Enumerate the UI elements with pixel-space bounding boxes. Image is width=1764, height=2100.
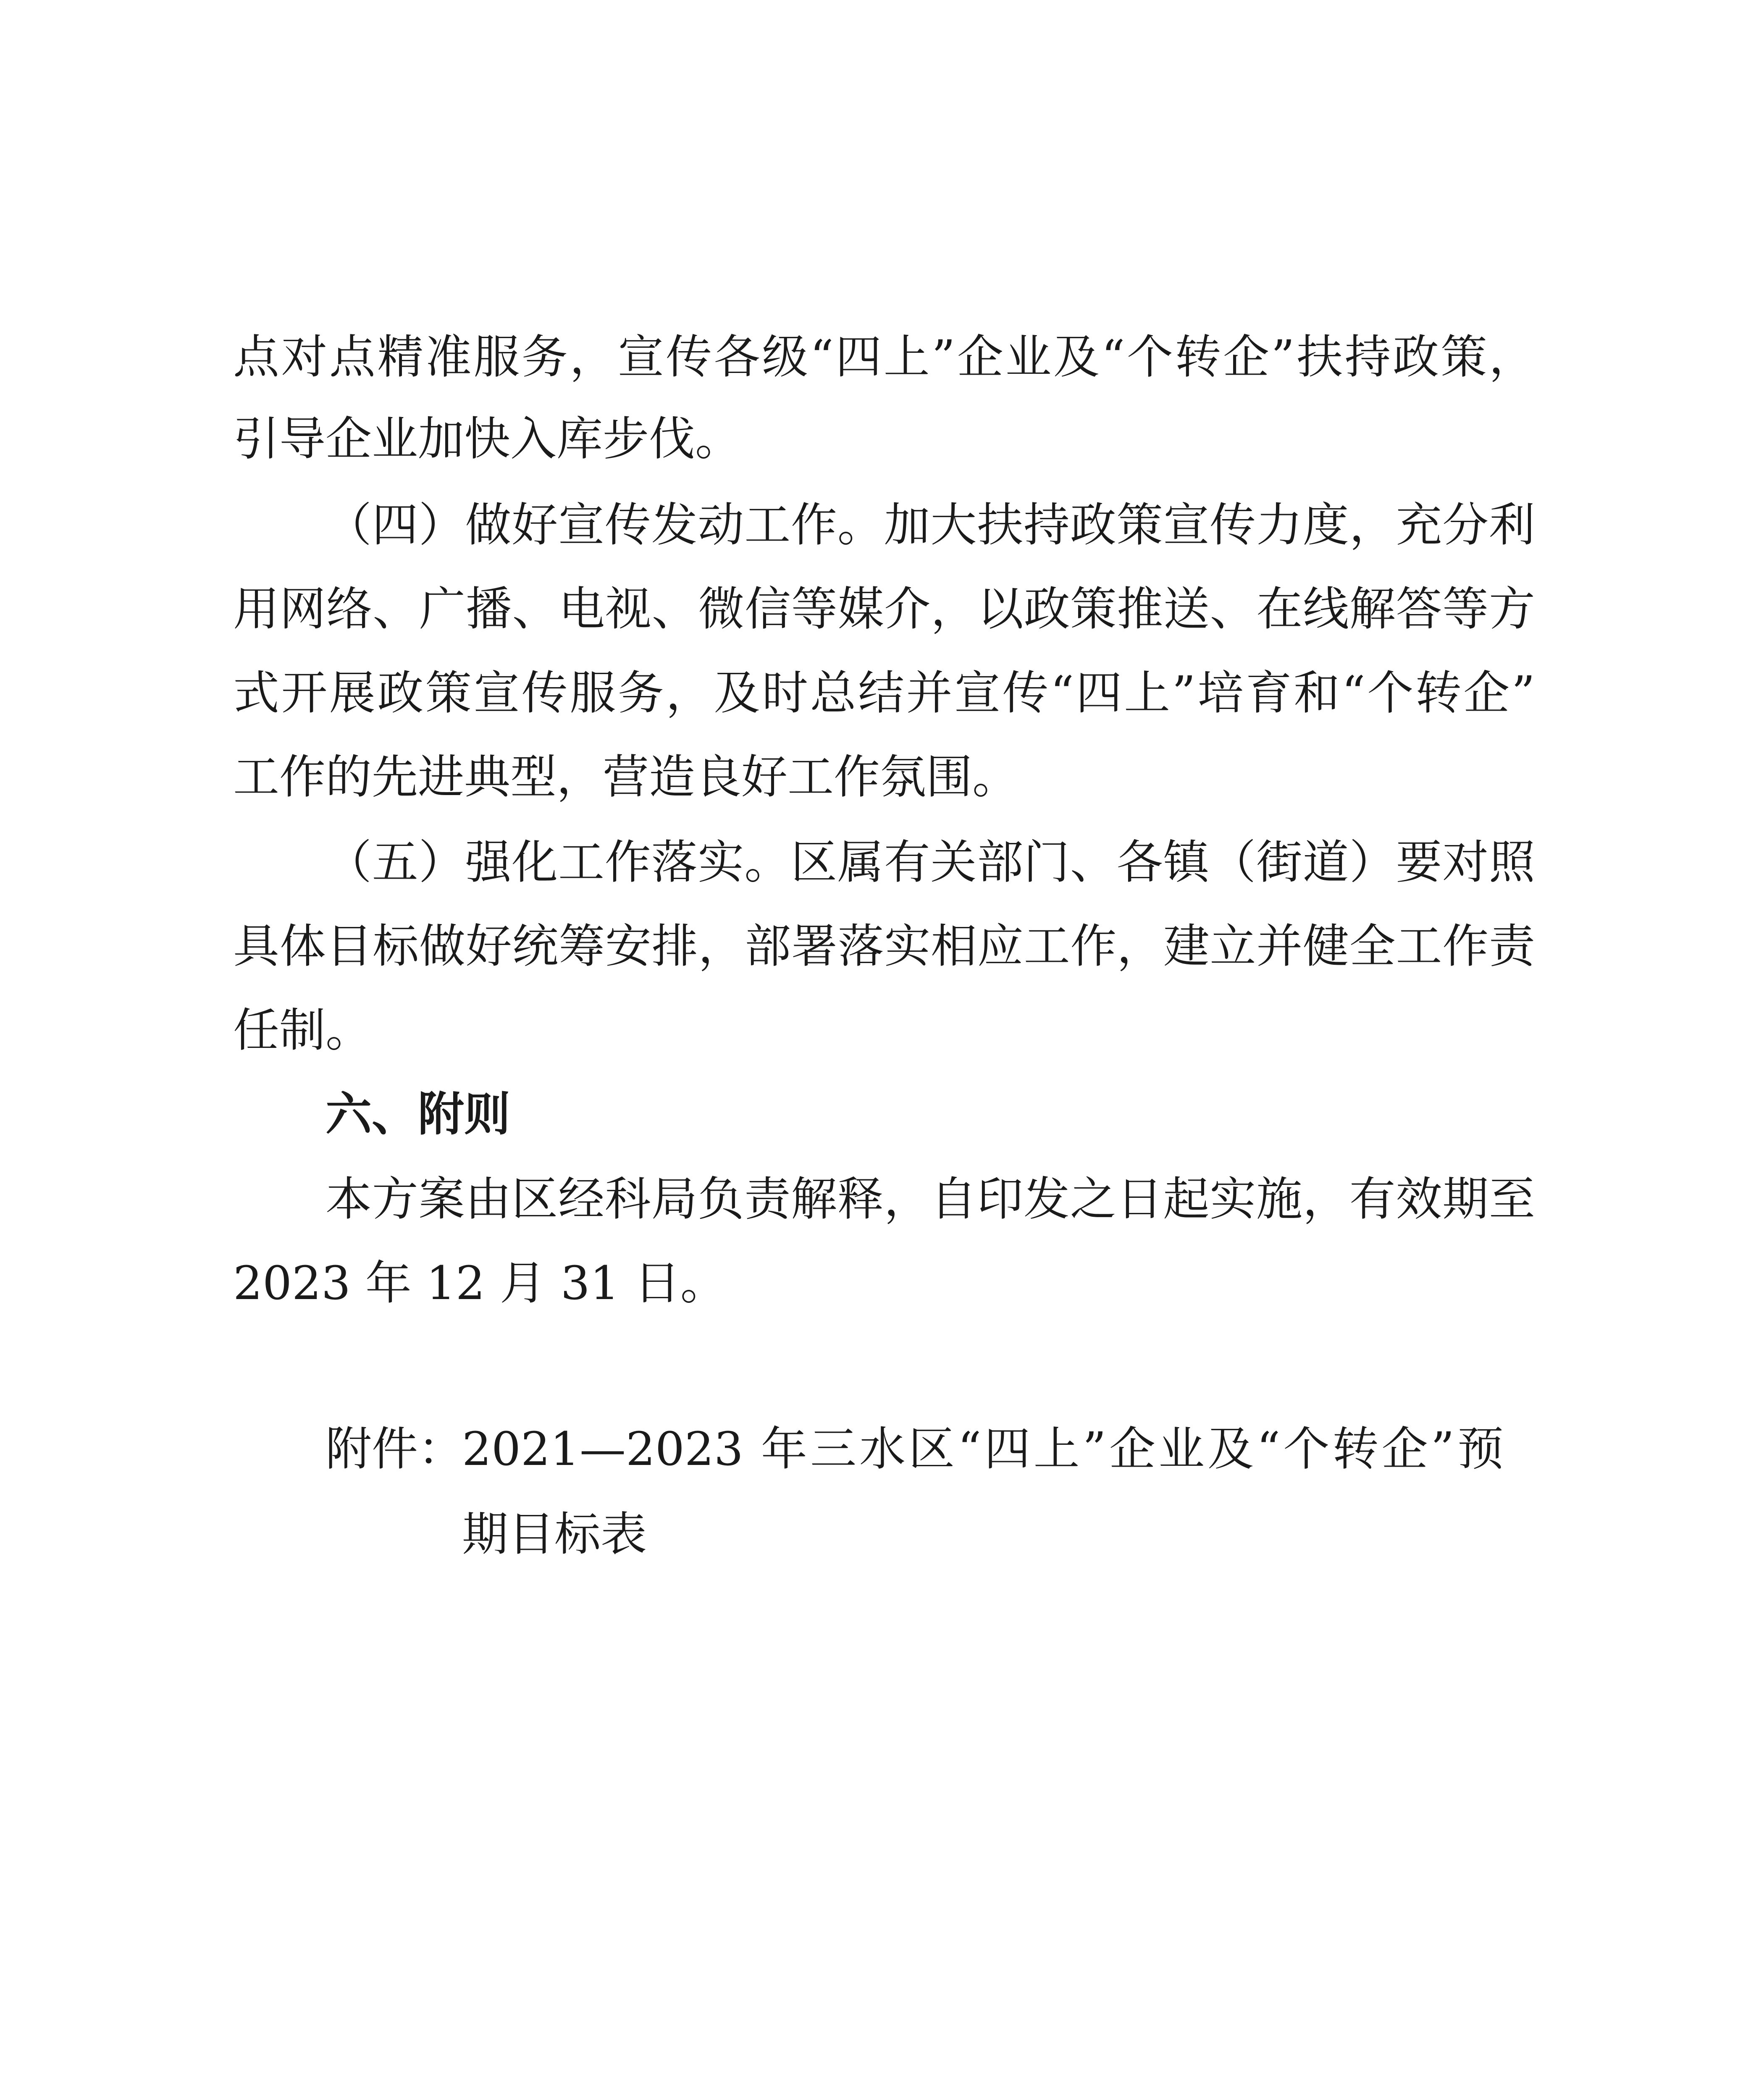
section-four-line-2: 用网络、广播、电视、微信等媒介，以政策推送、在线解答等方 <box>233 582 1535 636</box>
section-four-line-3: 式开展政策宣传服务，及时总结并宣传“四上”培育和“个转企” <box>233 666 1535 720</box>
body-line-1: 点对点精准服务，宣传各级“四上”企业及“个转企”扶持政策， <box>233 330 1535 384</box>
attachment-title-line-2: 期目标表 <box>462 1507 647 1561</box>
body-line-2: 引导企业加快入库步伐。 <box>233 412 741 466</box>
section-four-line-4: 工作的先进典型，营造良好工作氛围。 <box>233 750 1018 804</box>
closing-line-2: 2023 年 12 月 31 日。 <box>233 1256 727 1310</box>
section-five-line-3: 任制。 <box>233 1003 372 1057</box>
attachment-label: 附件： <box>326 1422 464 1476</box>
section-heading-appendix: 六、附则 <box>326 1087 510 1141</box>
section-five-line-2: 具体目标做好统筹安排，部署落实相应工作，建立并健全工作责 <box>233 919 1535 973</box>
closing-line-1: 本方案由区经科局负责解释，自印发之日起实施，有效期至 <box>326 1172 1535 1226</box>
attachment-title-line-1: 2021—2023 年三水区“四上”企业及“个转企”预 <box>462 1422 1504 1476</box>
section-four-line-1: （四）做好宣传发动工作。加大扶持政策宣传力度，充分利 <box>326 498 1535 552</box>
section-five-line-1: （五）强化工作落实。区属有关部门、各镇（街道）要对照 <box>326 835 1535 889</box>
